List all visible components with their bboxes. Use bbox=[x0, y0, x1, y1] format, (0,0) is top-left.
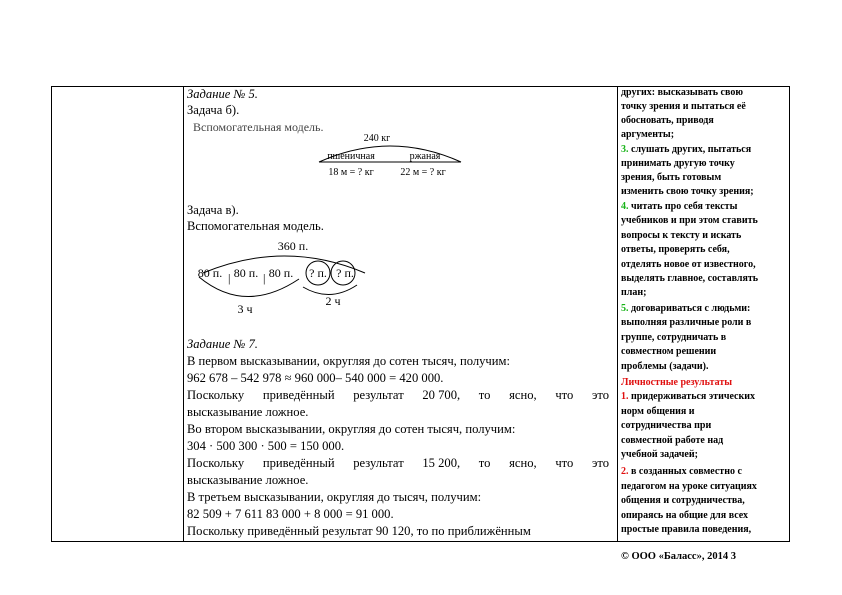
results-column bbox=[619, 87, 789, 541]
model-v-part: 80 п. bbox=[268, 266, 294, 280]
solution-line-justified bbox=[187, 388, 609, 403]
item-text: договариваться с людьми: bbox=[628, 303, 751, 314]
column-divider bbox=[617, 87, 618, 541]
word: ясно, bbox=[509, 388, 537, 402]
word: что bbox=[555, 456, 574, 470]
word: то bbox=[478, 388, 491, 402]
word: приведённый bbox=[262, 456, 335, 470]
model-b-label: Вспомогательная модель. bbox=[193, 120, 324, 134]
results-line: группе, сотрудничать в bbox=[621, 332, 727, 343]
word: Поскольку bbox=[187, 456, 245, 470]
solution-line: высказывание ложное. bbox=[187, 473, 309, 487]
solution-line: 962 678 – 542 978 ≈ 960 000– 540 000 = 420 000. bbox=[187, 371, 444, 385]
solution-line: высказывание ложное. bbox=[187, 405, 309, 419]
item-number: 4. bbox=[621, 201, 629, 212]
task5-v-heading: Задача в). bbox=[187, 203, 239, 217]
results-line: ответы, проверять себя, bbox=[621, 244, 730, 255]
model-b-right: ржаная bbox=[409, 151, 441, 162]
word: 20 700, bbox=[422, 388, 461, 402]
heading-text: Личностные результаты bbox=[621, 377, 733, 388]
model-b-right-calc: 22 м = ? кг bbox=[400, 167, 446, 178]
item-text: придерживаться этических bbox=[628, 391, 756, 402]
results-line: педагогом на уроке ситуациях bbox=[621, 481, 757, 492]
personal-results-heading bbox=[621, 377, 732, 389]
results-line bbox=[621, 391, 755, 403]
results-line bbox=[621, 466, 742, 478]
results-line: аргументы; bbox=[621, 129, 675, 140]
results-line: зрения, быть готовым bbox=[621, 172, 722, 183]
results-line: точку зрения и пытаться её bbox=[621, 101, 746, 112]
model-v-diagram bbox=[195, 235, 375, 319]
results-line: принимать другую точку bbox=[621, 158, 735, 169]
task5-b-heading: Задача б). bbox=[187, 103, 240, 117]
results-line: изменить свою точку зрения; bbox=[621, 186, 754, 197]
solution-line: Во втором высказывании, округляя до сотен тысяч, получим: bbox=[187, 422, 516, 436]
column-divider bbox=[183, 87, 184, 541]
word: ясно, bbox=[509, 456, 537, 470]
word: Поскольку bbox=[187, 388, 245, 402]
solution-line: Поскольку приведённый результат 90 120, то по приближённым bbox=[187, 524, 531, 538]
model-b-left: пшеничная bbox=[327, 151, 375, 162]
results-line: общения и сотрудничества, bbox=[621, 495, 745, 506]
results-line: сотрудничества при bbox=[621, 420, 712, 431]
item-number: 1. bbox=[621, 391, 629, 402]
results-line: простые правила поведения, bbox=[621, 524, 752, 535]
results-line bbox=[621, 144, 751, 156]
item-text: слушать других, пытаться bbox=[628, 144, 752, 155]
word: результат bbox=[353, 456, 404, 470]
results-line: проблемы (задачи). bbox=[621, 361, 709, 372]
model-v-part: ? п. bbox=[336, 266, 354, 280]
task7-title: Задание № 7. bbox=[187, 337, 258, 351]
model-b-left-calc: 18 м = ? кг bbox=[328, 167, 374, 178]
results-line: учебной задачей; bbox=[621, 449, 698, 460]
item-number: 3. bbox=[621, 144, 629, 155]
model-v-part: 80 п. bbox=[233, 266, 259, 280]
model-b-diagram bbox=[315, 129, 465, 179]
solution-line-justified bbox=[187, 456, 609, 471]
solutions-column bbox=[185, 87, 616, 541]
model-v-hours: 3 ч bbox=[237, 302, 253, 316]
solution-line: 304 · 500 300 · 500 = 150 000. bbox=[187, 439, 345, 453]
results-line bbox=[621, 303, 750, 315]
results-line: вопросы к тексту и искать bbox=[621, 230, 742, 241]
results-line: совместном решении bbox=[621, 346, 717, 357]
results-line: других: высказывать свою bbox=[621, 87, 743, 98]
item-text: в созданных совместно с bbox=[628, 466, 742, 477]
model-v-part: 80 п. bbox=[197, 266, 223, 280]
model-v-part: ? п. bbox=[309, 266, 327, 280]
results-line bbox=[621, 201, 737, 213]
word: приведённый bbox=[262, 388, 335, 402]
word: это bbox=[591, 456, 609, 470]
results-line: выделять главное, составлять bbox=[621, 273, 759, 284]
results-line: опираясь на общие для всех bbox=[621, 510, 749, 521]
item-number: 2. bbox=[621, 466, 629, 477]
word: что bbox=[555, 388, 574, 402]
word: результат bbox=[353, 388, 404, 402]
model-v-label: Вспомогательная модель. bbox=[187, 219, 324, 233]
word: 15 200, bbox=[422, 456, 461, 470]
results-line: отделять новое от известного, bbox=[621, 259, 756, 270]
results-line: норм общения и bbox=[621, 406, 695, 417]
content-table bbox=[51, 86, 790, 542]
model-v-total: 360 п. bbox=[277, 239, 309, 253]
model-b-total: 240 кг bbox=[363, 133, 391, 144]
word: это bbox=[591, 388, 609, 402]
item-text: читать про себя тексты bbox=[628, 201, 738, 212]
solution-line: В первом высказывании, округляя до сотен тысяч, получим: bbox=[187, 354, 510, 368]
results-line: совместной работе над bbox=[621, 435, 724, 446]
page-footer: © ООО «Баласс», 2014 3 bbox=[621, 551, 736, 562]
solution-line: В третьем высказывании, округляя до тысяч, получим: bbox=[187, 490, 482, 504]
solution-line: 82 509 + 7 611 83 000 + 8 000 = 91 000. bbox=[187, 507, 394, 521]
task5-title: Задание № 5. bbox=[187, 87, 258, 101]
results-line: учебников и при этом ставить bbox=[621, 215, 758, 226]
word: то bbox=[478, 456, 491, 470]
results-line: план; bbox=[621, 287, 647, 298]
model-v-tick: | bbox=[263, 271, 266, 285]
results-line: обосновать, приводя bbox=[621, 115, 714, 126]
model-v-tick: | bbox=[228, 271, 231, 285]
model-v-hours: 2 ч bbox=[325, 294, 341, 308]
item-number: 5. bbox=[621, 303, 629, 314]
results-line: выполняя различные роли в bbox=[621, 317, 752, 328]
